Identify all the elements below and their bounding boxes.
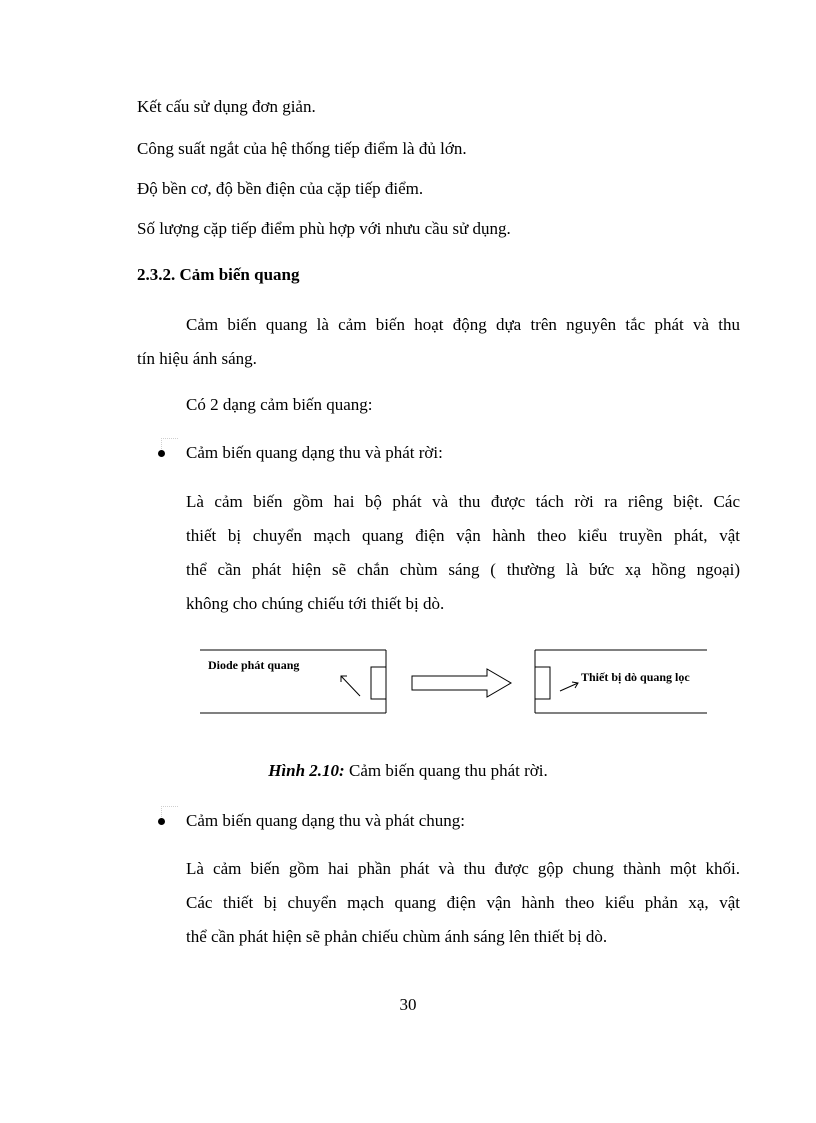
figure-label-receiver: Thiết bị dò quang lọc xyxy=(581,670,690,684)
paragraph-line: không cho chúng chiếu tới thiết bị dò. xyxy=(186,594,445,613)
paragraph-line: Là cảm biến gồm hai phần phát và thu được gộp chung thành một khối. xyxy=(186,859,740,878)
paragraph-line: thể cần phát hiện sẽ chắn chùm sáng ( thường là bức xạ hồng ngoại) xyxy=(186,560,740,579)
paragraph-line: Có 2 dạng cảm biến quang: xyxy=(186,395,373,414)
figure-svg xyxy=(200,645,740,725)
figure-caption xyxy=(0,761,816,781)
paragraph-line: thể cần phát hiện sẽ phản chiếu chùm ánh sáng lên thiết bị dò. xyxy=(186,927,608,946)
figure-caption-ref: Hình 2.10: xyxy=(268,761,345,780)
page-number: 30 xyxy=(399,995,417,1014)
transmission-arrow-icon xyxy=(412,669,511,697)
bullet-dot-icon xyxy=(158,450,165,457)
emitter-diode-box xyxy=(371,667,386,699)
paragraph-line: Cảm biến quang là cảm biến hoạt động dựa trên nguyên tắc phát và thu xyxy=(186,315,740,334)
bullet-title: Cảm biến quang dạng thu và phát chung: xyxy=(186,811,466,830)
paragraph-line: tín hiệu ánh sáng. xyxy=(137,349,257,368)
section-heading: 2.3.2. Cảm biến quang xyxy=(137,265,300,284)
paragraph-line: thiết bị chuyển mạch quang điện vận hành theo kiểu truyền phát, vật xyxy=(186,526,740,545)
figure-label-emitter: Diode phát quang xyxy=(208,658,300,672)
figure-caption-text: Cảm biến quang thu phát rời. xyxy=(344,761,548,780)
figure-sensor-diagram xyxy=(200,645,740,725)
emitter-pointer-line xyxy=(341,676,360,696)
text-line: Kết cấu sử dụng đơn giản. xyxy=(137,97,316,116)
text-line: Công suất ngắt của hệ thống tiếp điểm là đủ lớn. xyxy=(137,139,467,158)
text-line: Số lượng cặp tiếp điểm phù hợp với nhưu cầu sử dụng. xyxy=(137,219,511,238)
bullet-dot-icon xyxy=(158,818,165,825)
bullet-title: Cảm biến quang dạng thu và phát rời: xyxy=(186,443,443,462)
paragraph-line: Là cảm biến gồm hai bộ phát và thu được tách rời ra riêng biệt. Các xyxy=(186,492,740,511)
receiver-sensor-box xyxy=(535,667,550,699)
paragraph-line: Các thiết bị chuyển mạch quang điện vận hành theo kiểu phản xạ, vật xyxy=(186,893,740,912)
text-line: Độ bền cơ, độ bền điện của cặp tiếp điểm. xyxy=(137,179,424,198)
